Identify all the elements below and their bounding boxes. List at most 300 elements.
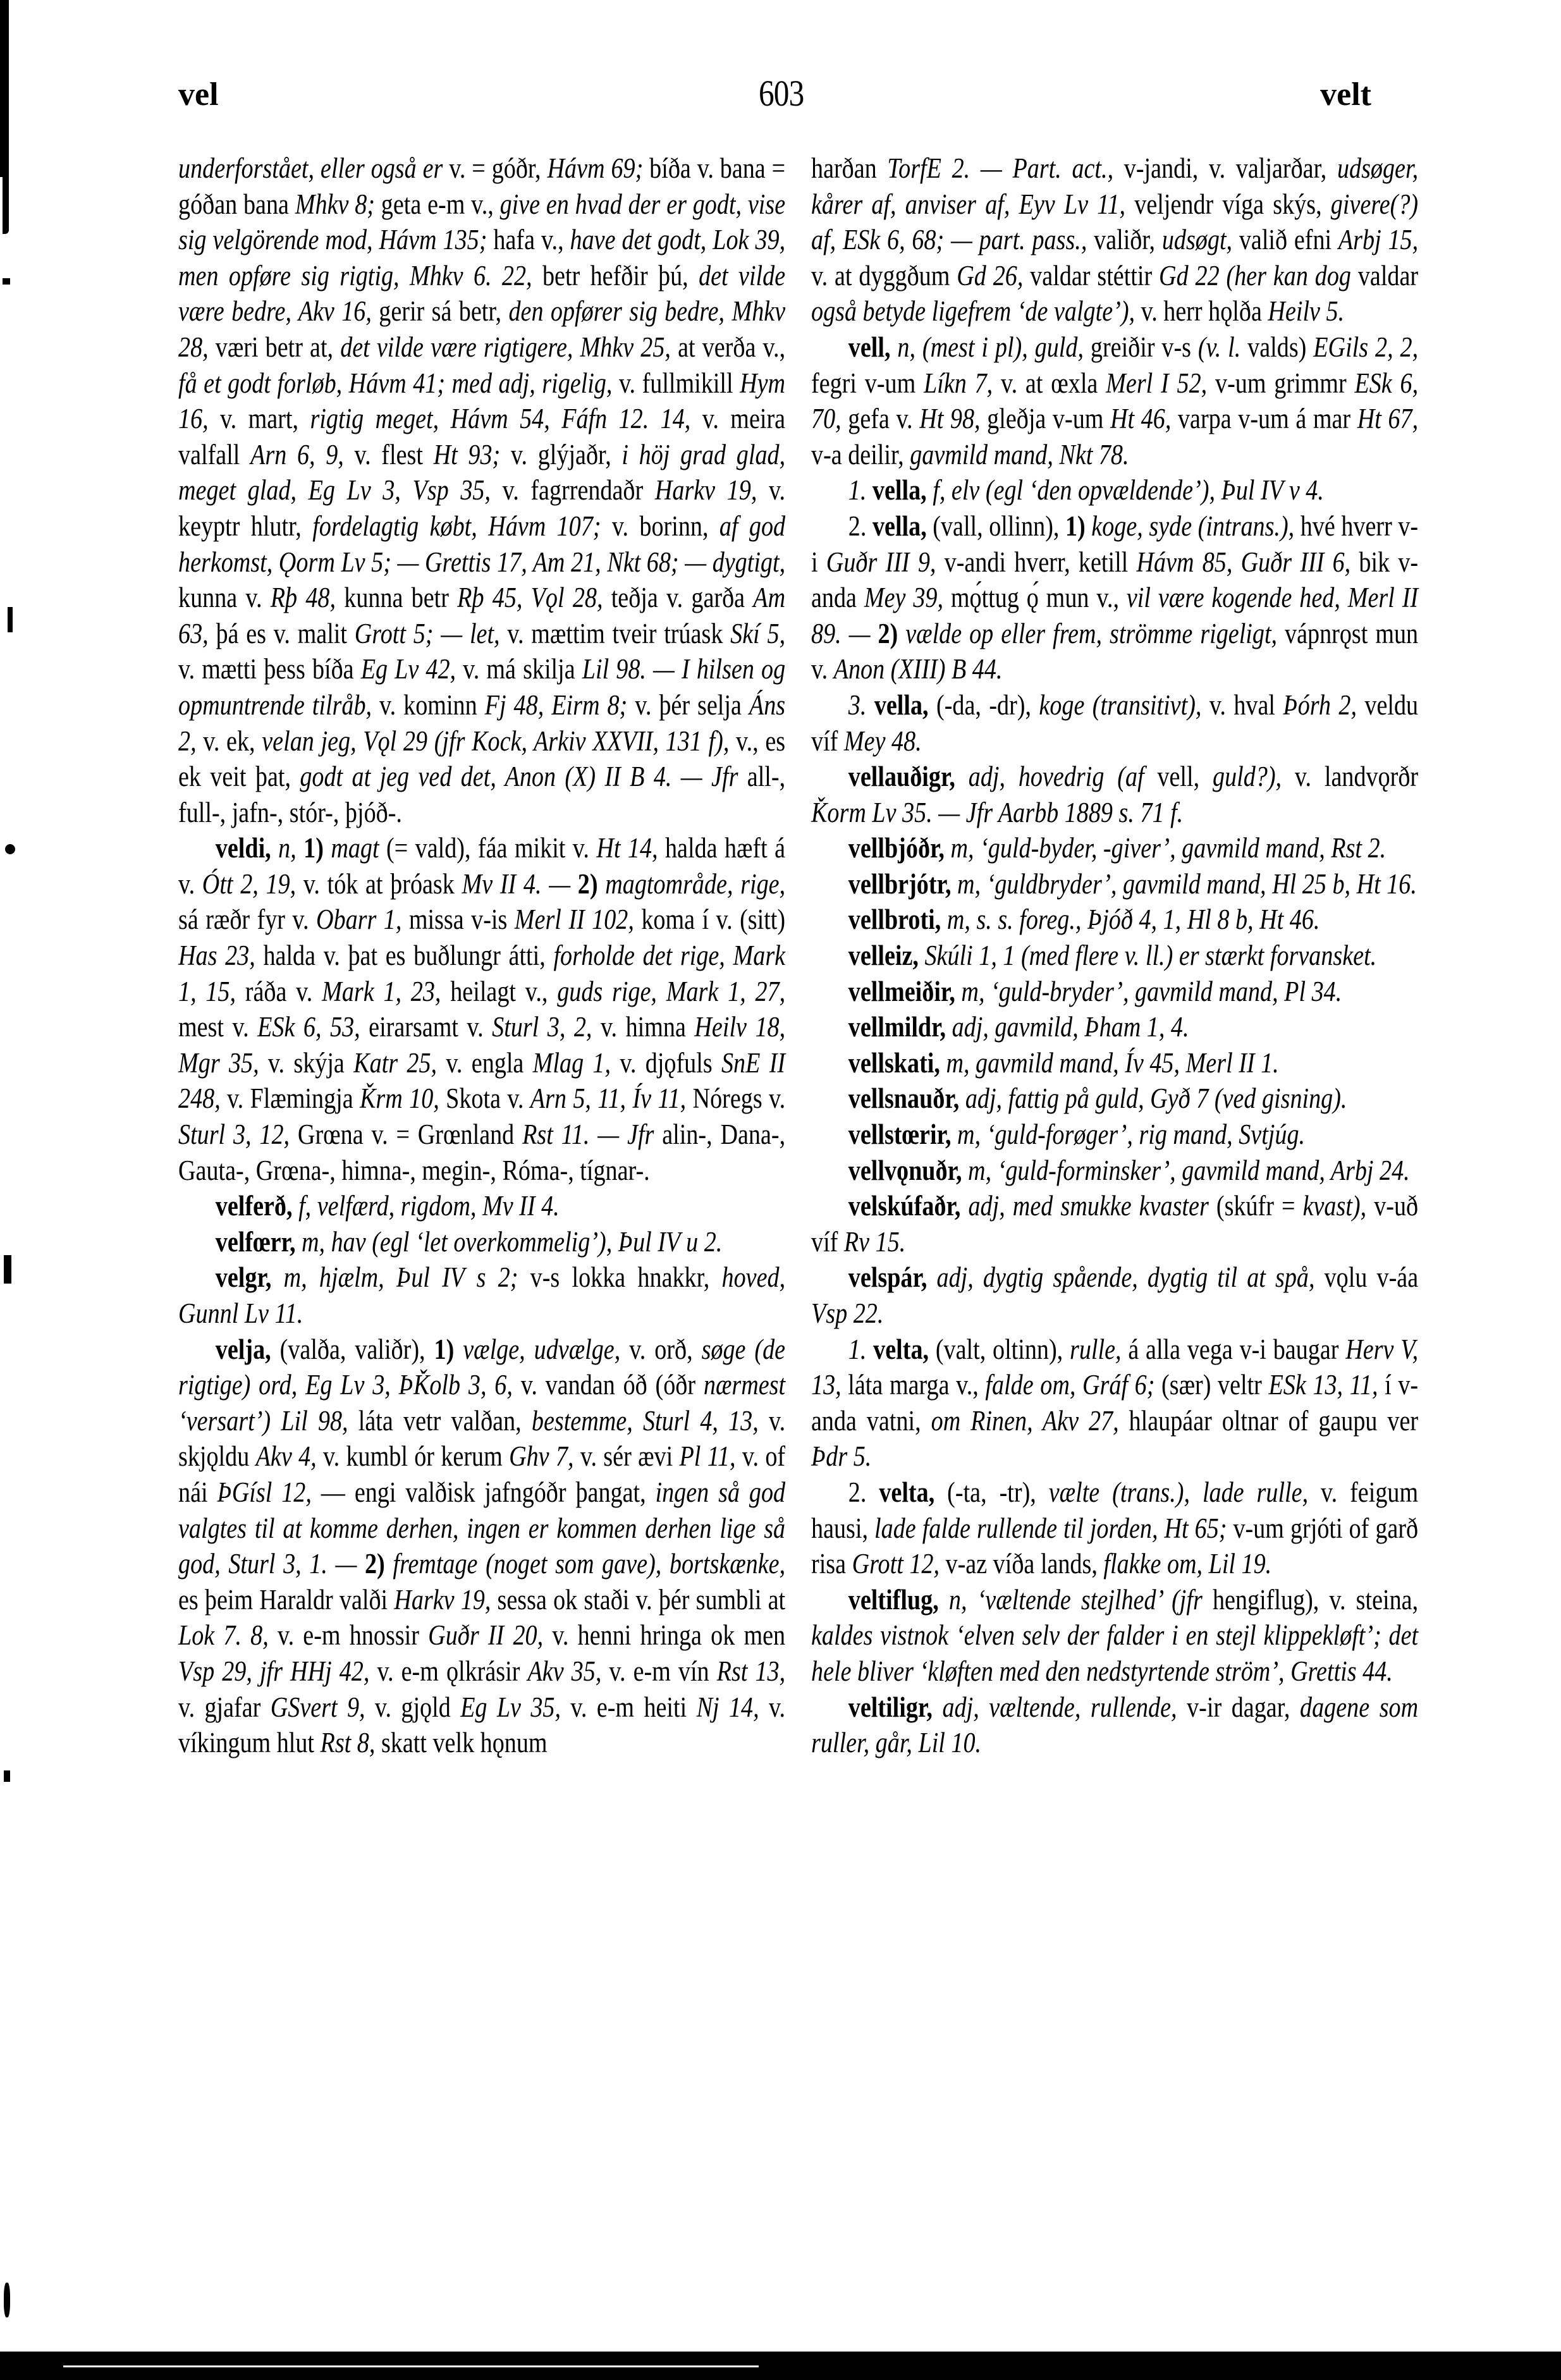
italic-text: Sturl 3, 12, xyxy=(178,1119,298,1151)
italic-text: adj, med smukke kvaster xyxy=(968,1190,1216,1222)
roman-text: bíða v. bana = góðan bana xyxy=(178,152,786,220)
roman-text: v. at œxla xyxy=(1001,367,1106,399)
left-column-text xyxy=(178,150,785,1761)
roman-text: v-jandi, v. valjarðar, xyxy=(1123,152,1337,184)
italic-text: Mey 48. xyxy=(843,725,922,757)
italic-text: Mhkv 8; xyxy=(295,188,381,220)
italic-text: Ht 98, xyxy=(919,403,988,435)
dictionary-entry xyxy=(178,1188,785,1224)
roman-text: v. glýjaðr, xyxy=(510,438,622,470)
roman-text: v. gjafar xyxy=(178,1691,271,1723)
roman-text: v. e-m ǫlkrásir xyxy=(377,1655,528,1687)
italic-text: koge, syde (intrans.), xyxy=(1091,510,1301,542)
roman-text: v-um grjóti of garð risa xyxy=(811,1512,1419,1580)
italic-text: EGils 2, 2, xyxy=(1313,331,1419,363)
roman-text: v. tók at þróask xyxy=(303,868,462,900)
roman-text: láta marga v., xyxy=(848,1369,986,1401)
roman-text: kunna betr xyxy=(344,582,458,614)
dictionary-entry xyxy=(811,974,1418,1010)
italic-text: Rþ 48, xyxy=(270,582,345,614)
italic-text: Obarr 1, xyxy=(316,904,409,936)
italic-text: ÞGísl 12, xyxy=(217,1476,321,1508)
roman-text: vell, xyxy=(1157,761,1213,793)
italic-text: GSvert 9, xyxy=(270,1691,375,1723)
roman-text: á alla vega v-i baugar xyxy=(1128,1333,1346,1365)
roman-text: (valt, oltinn), xyxy=(935,1333,1070,1365)
roman-text: (= vald), fáa mikit v. xyxy=(386,832,597,864)
headword: velleiz, xyxy=(848,940,925,972)
dictionary-entry xyxy=(811,1117,1418,1153)
italic-text: Lok 7. 8, xyxy=(178,1619,278,1652)
italic-text: Hávm 69; xyxy=(547,152,650,184)
italic-text: guld?), xyxy=(1213,761,1295,793)
left-column xyxy=(178,150,786,1761)
roman-text: veljendr víga skýs, xyxy=(1134,188,1331,220)
italic-text: vælde op eller frem, strömme rigeligt, xyxy=(905,617,1285,649)
italic-text: Mv II 4. — xyxy=(462,868,578,900)
italic-text: kaldes vistnok ‘elven selv der falder i en stejl klippekløft’; det hele bliver ‘kløften med den nedstyrtende ström’, Grettis 44. xyxy=(811,1619,1419,1687)
italic-text: Rst 8, xyxy=(320,1727,381,1759)
italic-text: Heilv 18, Mgr 35, xyxy=(178,1011,786,1079)
headword: 2) xyxy=(577,868,606,900)
headword: vellbjóðr, xyxy=(848,832,951,864)
italic-text: Gd 22 (her kan dog xyxy=(1159,259,1358,291)
italic-text: flakke om, Lil 19. xyxy=(1103,1548,1272,1580)
italic-text: m, ‘guld-byder, -giver’, gavmild mand, Rst 2. xyxy=(950,832,1387,864)
italic-text: have det godt, Lok 39, men opføre sig rigtig, Mhkv 6. 22, xyxy=(178,224,786,291)
dictionary-entry xyxy=(811,1045,1418,1081)
headword: velja, xyxy=(215,1333,280,1365)
italic-text: m, ‘guld-forøger’, rig mand, Svtjúg. xyxy=(957,1119,1306,1151)
roman-text: heilagt v., xyxy=(450,975,558,1007)
italic-text: m, s. s. foreg., Þjóð 4, 1, Hl 8 b, Ht 46. xyxy=(946,904,1320,936)
italic-text: guds rige, Mark 1, 27, xyxy=(557,975,786,1007)
dictionary-entry xyxy=(178,1332,785,1761)
roman-text: v. þér selja xyxy=(635,689,749,721)
headword: velta, xyxy=(879,1476,948,1508)
page-number: 603 xyxy=(759,73,804,114)
dictionary-entry xyxy=(811,1188,1418,1260)
italic-text: Líkn 7, xyxy=(924,367,1001,399)
italic-text: det vilde være bedre, Akv 16, xyxy=(178,259,786,328)
dictionary-entry xyxy=(178,830,785,1188)
italic-text: SnE II 248, xyxy=(178,1046,786,1115)
dictionary-entry xyxy=(811,1582,1418,1690)
headword: veltiligr, xyxy=(848,1691,943,1723)
dictionary-entry xyxy=(811,1009,1418,1045)
italic-text: Vsp 29, jfr HHj 42, xyxy=(178,1655,377,1687)
italic-text: Nj 14, xyxy=(696,1691,769,1723)
headword: velskúfaðr, xyxy=(848,1190,969,1222)
roman-text: hafa v., xyxy=(493,224,570,256)
italic-text: f, elv (egl ‘den opvældende’), Þul IV v 4. xyxy=(933,474,1324,506)
italic-text: Ghv 7, xyxy=(509,1440,580,1473)
headword: vellauðigr, xyxy=(848,761,969,793)
italic-text: m, ‘guld-bryder’, gavmild mand, Pl 34. xyxy=(961,975,1342,1007)
headword: veldi, xyxy=(215,832,279,864)
italic-text: fremtage (noget som gave), bortskænke, xyxy=(393,1548,786,1580)
italic-text: Merl II 102, xyxy=(514,904,642,936)
italic-text: m, hjælm, Þul IV s 2; xyxy=(283,1261,530,1294)
roman-text: gefa v. xyxy=(848,403,920,435)
roman-text: v. flest xyxy=(354,438,434,470)
right-column xyxy=(811,150,1419,1761)
dictionary-entry xyxy=(811,1332,1418,1475)
headword: velta, xyxy=(873,1333,936,1365)
headword: velgr, xyxy=(215,1261,284,1294)
roman-text: geta e-m v., xyxy=(381,188,500,220)
roman-text: v. at dyggðum xyxy=(811,259,957,291)
headword: veltiflug, xyxy=(848,1583,949,1616)
roman-text: v. fullmikill xyxy=(618,367,740,399)
italic-text: velan jeg, Vǫl 29 (jfr Kock, Arkiv XXVII, 131 f), xyxy=(262,725,737,757)
italic-text: falde om, Gráf 6; xyxy=(985,1369,1162,1401)
roman-text: væri betr at, xyxy=(215,331,341,363)
italic-text: kvast), xyxy=(1302,1190,1374,1222)
dictionary-entry xyxy=(811,472,1418,508)
italic-text: Skí 5, xyxy=(730,617,786,649)
italic-text: ESk 13, 11, xyxy=(1268,1369,1385,1401)
roman-text: valds) xyxy=(1247,331,1314,363)
roman-text: alin-, Dana-, Gauta-, Grœna-, himna-, megin-, Róma-, tígnar-. xyxy=(178,1119,786,1186)
italic-text: Arn 6, 9, xyxy=(250,438,355,470)
roman-text: (vall, ollinn), xyxy=(933,510,1065,542)
roman-text: (-ta, -tr), xyxy=(947,1476,1049,1508)
roman-text: gerir sá betr, xyxy=(379,295,509,328)
italic-text: Akv 4, xyxy=(255,1440,324,1473)
roman-text: v-ir dagar, xyxy=(1187,1691,1301,1723)
italic-text: Guðr III 9, xyxy=(826,546,945,578)
italic-text: Merl I 52, xyxy=(1106,367,1216,399)
dictionary-entry xyxy=(811,508,1418,687)
italic-text: vil være kogende hed, Merl II 89. — xyxy=(811,582,1419,649)
headword: velfœrr, xyxy=(215,1225,302,1258)
italic-text: få et godt forløb, Hávm 41; med adj, rigelig, xyxy=(178,367,619,399)
italic-text: lade falde rullende til jorden, Ht 65; xyxy=(874,1512,1233,1544)
italic-text: ESk 6, 53, xyxy=(257,1011,369,1043)
italic-text: Harkv 19, xyxy=(654,474,769,506)
italic-text: adj, væltende, rullende, xyxy=(942,1691,1187,1723)
roman-text: Nóregs v. xyxy=(692,1083,786,1115)
dictionary-entry xyxy=(811,902,1418,938)
roman-text: fegri v-um xyxy=(811,367,924,399)
roman-text: v. himna xyxy=(600,1011,695,1043)
roman-text: v. skjǫldu xyxy=(178,1404,786,1473)
roman-text: v. henni hringa ok men xyxy=(552,1619,786,1652)
roman-text: v. hval xyxy=(1209,689,1283,721)
scan-streak xyxy=(63,2365,759,2367)
italic-text: TorfE 2. — Part. act., xyxy=(887,152,1124,184)
italic-text: Has 23, xyxy=(178,940,264,972)
guide-word-left: vel xyxy=(178,77,219,113)
italic-text: søge (de rigtige) ord, Eg Lv 3, ÞǨolb 3, 6, xyxy=(178,1333,786,1401)
scan-binding-shadow xyxy=(3,164,9,234)
roman-text: v. má skilja xyxy=(463,653,582,685)
roman-text: (skúfr = xyxy=(1216,1190,1303,1222)
italic-text: Guðr II 20, xyxy=(428,1619,553,1652)
dictionary-entry xyxy=(178,1260,785,1331)
italic-text: Ǩorm Lv 35. — Jfr Aarbb 1889 s. 71 f. xyxy=(811,796,1184,828)
roman-text: kunna v. xyxy=(178,582,271,614)
dictionary-entry xyxy=(811,150,1418,329)
italic-text: m, gavmild mand, Ív 45, Merl II 1. xyxy=(946,1046,1279,1079)
dictionary-entry xyxy=(811,866,1418,902)
italic-text: Ht 14, xyxy=(596,832,665,864)
italic-text: Am 63, xyxy=(178,582,786,649)
italic-text: Eg Lv 42, xyxy=(360,653,463,685)
italic-text: (v. l. xyxy=(1197,331,1248,363)
italic-text: af god herkomst, Ǫorm Lv 5; — Grettis 17, Am 21, Nkt 68; — dygtigt, xyxy=(178,510,786,578)
roman-text: v-um grimmr xyxy=(1215,367,1355,399)
headword: vella, xyxy=(874,689,937,721)
roman-text: v. kumbl ór kerum xyxy=(323,1440,510,1473)
headword: vellstœrir, xyxy=(848,1119,958,1151)
roman-text: valið efni xyxy=(1239,224,1338,256)
italic-text: dagene som ruller, går, Lil 10. xyxy=(811,1691,1419,1759)
italic-text: vælge, udvælge, xyxy=(463,1333,630,1365)
italic-text: koge (transitivt), xyxy=(1039,689,1209,721)
scan-speck xyxy=(3,278,10,285)
roman-text: v. víkingum hlut xyxy=(178,1691,786,1759)
italic-text: rulle, xyxy=(1070,1333,1129,1365)
italic-text: det vilde være rigtigere, Mhkv 25, xyxy=(340,331,678,363)
italic-text: Hym 16, xyxy=(178,367,786,435)
italic-text: give en hvad der er godt, vise sig velgörende mod, Hávm 135; xyxy=(178,188,786,256)
roman-text: harðan xyxy=(811,152,888,184)
italic-text: Eg Lv 35, xyxy=(460,1691,571,1723)
roman-text: valdar stéttir xyxy=(1030,259,1160,291)
italic-text: Ht 93; xyxy=(433,438,511,470)
italic-text: Hávm 85, Guðr III 6, xyxy=(1136,546,1359,578)
headword: velspár, xyxy=(848,1261,937,1294)
dictionary-entry xyxy=(811,1081,1418,1117)
italic-text: Arn 5, 11, Ív 11, xyxy=(530,1083,693,1115)
italic-text: udsøgt, xyxy=(1161,224,1239,256)
dictionary-entry xyxy=(811,687,1418,759)
roman-text: Grœna v. = Grœnland xyxy=(297,1119,523,1151)
italic-text: 1. xyxy=(848,474,872,506)
italic-text: Akv 35, xyxy=(527,1655,609,1687)
scan-speck xyxy=(4,2283,10,2317)
italic-text: givere(?) af, ESk 6, 68; — part. pass., xyxy=(811,188,1419,256)
headword: velferð, xyxy=(215,1190,299,1222)
italic-text: Grott 5; — let, xyxy=(354,617,508,649)
headword: vell, xyxy=(848,331,898,363)
headword: vella, xyxy=(872,474,933,506)
italic-text: adj, dygtig spående, dygtig til at spå, xyxy=(936,1261,1325,1294)
italic-text: Pl 11, xyxy=(679,1440,742,1473)
dictionary-entry xyxy=(811,759,1418,830)
roman-text: v. djǫfuls xyxy=(620,1046,721,1079)
italic-text: gavmild mand, Nkt 78. xyxy=(910,438,1129,470)
roman-text: — engi valðisk jafngóðr þangat, xyxy=(321,1476,656,1508)
roman-text: Skota v. xyxy=(446,1083,530,1115)
roman-text: v-s lokka hnakkr, xyxy=(530,1261,722,1294)
roman-text: v. mart, xyxy=(220,403,310,435)
scan-speck xyxy=(4,1770,10,1782)
italic-text: Katr 25, xyxy=(353,1046,446,1079)
roman-text: v. of nái xyxy=(178,1440,786,1508)
headword: vellbrjótr, xyxy=(848,868,958,900)
italic-text: Rv 15. xyxy=(843,1225,906,1258)
italic-text: vælte (trans.), lade rulle, xyxy=(1048,1476,1321,1508)
italic-text: hoved, Gunnl Lv 11. xyxy=(178,1261,786,1329)
roman-text: v. feigum hausi, xyxy=(811,1476,1419,1544)
roman-text: v., es ek veit þat, xyxy=(178,725,786,793)
italic-text: Herv V, 13, xyxy=(811,1333,1419,1401)
italic-text: Heilv 5. xyxy=(1268,295,1345,328)
roman-text: ráða v. xyxy=(245,975,322,1007)
roman-text: v-az víða lands, xyxy=(945,1548,1104,1580)
roman-text: eirarsamt v. xyxy=(369,1011,493,1043)
roman-text: mǫ́ttug ǫ́ mun v., xyxy=(950,582,1127,614)
headword: 2) xyxy=(364,1548,393,1580)
italic-text: Rþ 45, Vǫl 28, xyxy=(457,582,611,614)
dictionary-entry xyxy=(811,830,1418,866)
roman-text: all-, full-, jafn-, stór-, þjóð-. xyxy=(178,761,786,828)
dictionary-entry xyxy=(811,1475,1418,1582)
dictionary-entry xyxy=(178,1224,785,1260)
italic-text: Þdr 5. xyxy=(811,1440,872,1473)
roman-text: (sær) veltr xyxy=(1161,1369,1269,1401)
roman-text: hengiflug), v. steina, xyxy=(1212,1583,1419,1616)
italic-text: Mey 39, xyxy=(864,582,951,614)
italic-text: n, (mest i pl), guld, xyxy=(897,331,1091,363)
italic-text: udsøger, kårer af, anviser af, Eyv Lv 11, xyxy=(811,152,1419,220)
roman-text: láta vetr valðan, xyxy=(358,1404,532,1437)
headword: vellskati, xyxy=(848,1046,946,1079)
roman-text: v. keyptr hlutr, xyxy=(178,474,786,542)
roman-text: v. mættim tveir trúask xyxy=(507,617,731,649)
roman-text: v. gjǫld xyxy=(374,1691,461,1723)
italic-text: Gd 26, xyxy=(957,259,1031,291)
italic-text: m, ‘guld-forminsker’, gavmild mand, Arbj 24. xyxy=(968,1154,1410,1186)
italic-text: nærmest ‘versart’) Lil 98, xyxy=(178,1369,786,1437)
roman-text: greiðir v-s xyxy=(1090,331,1198,363)
scan-speck xyxy=(5,844,15,854)
italic-text: i höj grad glad, meget glad, Eg Lv 3, Vsp 35, xyxy=(178,438,786,506)
roman-text: 2. xyxy=(848,1476,879,1508)
roman-text: vápnrǫst mun v. xyxy=(811,617,1419,685)
dictionary-entry xyxy=(811,329,1418,472)
roman-text: v-uð víf xyxy=(811,1190,1419,1258)
roman-text: v. engla xyxy=(446,1046,533,1079)
italic-text: n, ‘væltende stejlhed’ (jfr xyxy=(948,1583,1213,1616)
roman-text: (-da, -dr), xyxy=(936,689,1039,721)
italic-text: Skúli 1, 1 (med flere v. ll.) er stærkt forvansket. xyxy=(924,940,1377,972)
italic-text: underforstået, eller også er xyxy=(178,152,450,184)
roman-text: hlaupáar oltnar of gaupu ver xyxy=(1129,1404,1419,1437)
roman-text: v. herr hǫlða xyxy=(1141,295,1268,328)
roman-text: at verða v., xyxy=(678,331,786,363)
dictionary-entry xyxy=(811,1260,1418,1331)
italic-text: m, hav (egl ‘let overkommelig’), Þul IV u 2. xyxy=(302,1225,723,1258)
roman-text: sá ræðr fyr v. xyxy=(178,904,317,936)
italic-text: Ótt 2, 19, xyxy=(202,868,303,900)
dictionary-entry xyxy=(178,150,785,830)
italic-text: Ht 46, xyxy=(1110,403,1178,435)
headword: 1) xyxy=(1065,510,1092,542)
headword: vellbroti, xyxy=(848,904,947,936)
italic-text: Fj 48, Eirm 8; xyxy=(484,689,635,721)
roman-text: v. landvǫrðr xyxy=(1294,761,1419,793)
roman-text: v. e-m heiti xyxy=(570,1691,697,1723)
roman-text: veldu víf xyxy=(811,689,1419,757)
roman-text: halda hæft á v. xyxy=(178,832,786,900)
roman-text: sessa ok staði v. þér sumbli at xyxy=(497,1583,786,1616)
roman-text: í v-anda vatni, xyxy=(811,1369,1419,1437)
scan-speck xyxy=(4,1255,11,1284)
headword: 1) xyxy=(434,1333,463,1365)
italic-text: adj, fattig på guld, Gyð 7 (ved gisning). xyxy=(965,1083,1347,1115)
italic-text: forholde det rige, Mark 1, 15, xyxy=(178,940,786,1007)
roman-text: valdar xyxy=(1357,259,1419,291)
dictionary-entry xyxy=(811,1153,1418,1189)
italic-text: også betyde ligefrem ‘de valgte’), xyxy=(811,295,1141,328)
italic-text: magt xyxy=(331,832,387,864)
roman-text: (valða, valiðr), xyxy=(279,1333,434,1365)
italic-text: rigtig meget, Hávm 54, Fáfn 12. 14, xyxy=(310,403,702,435)
roman-text: v. e-m hnossir xyxy=(277,1619,429,1652)
italic-text: Sturl 3, 2, xyxy=(492,1011,601,1043)
scan-binding-shadow xyxy=(0,0,9,177)
roman-text: varpa v-um á mar xyxy=(1177,403,1357,435)
italic-text: Mark 1, 23, xyxy=(322,975,451,1007)
italic-text: 3. xyxy=(848,689,874,721)
roman-text: koma í v. (sitt) xyxy=(641,904,786,936)
italic-text: bestemme, Sturl 4, 13, xyxy=(531,1404,769,1437)
headword: vellmildr, xyxy=(848,1011,952,1043)
roman-text: v. e-m vín xyxy=(609,1655,717,1687)
roman-text: v. = góðr, xyxy=(449,152,548,184)
italic-text: ESk 6, 70, xyxy=(811,367,1419,435)
roman-text: vǫlu v-áa xyxy=(1324,1261,1419,1294)
italic-text: Rst 11. — Jfr xyxy=(522,1119,663,1151)
headword: vellmeiðir, xyxy=(848,975,962,1007)
roman-text: skatt velk hǫnum xyxy=(381,1727,548,1759)
roman-text: mest v. xyxy=(178,1011,258,1043)
roman-text: v. skýja xyxy=(267,1046,354,1079)
roman-text: v. kominn xyxy=(379,689,485,721)
roman-text: es þeim Haraldr valði xyxy=(178,1583,395,1616)
roman-text: bik v-anda xyxy=(811,546,1419,614)
roman-text: v-a deilir, xyxy=(811,438,910,470)
italic-text: f, velfærd, rigdom, Mv II 4. xyxy=(298,1190,560,1222)
headword: vellsnauðr, xyxy=(848,1083,965,1115)
italic-text: om Rinen, Akv 27, xyxy=(931,1404,1129,1437)
roman-text: 2. xyxy=(848,510,872,542)
italic-text: n, xyxy=(278,832,304,864)
roman-text: hvé hverr v-i xyxy=(811,510,1419,578)
italic-text: ingen så god valgtes til at komme derhen, ingen er kommen derhen lige så god, Sturl 3, 1. — xyxy=(178,1476,786,1580)
dictionary-entry xyxy=(811,938,1418,974)
italic-text: Anon (XIII) B 44. xyxy=(833,653,1003,685)
italic-text: Harkv 19, xyxy=(394,1583,498,1616)
roman-text: v-andi hverr, ketill xyxy=(944,546,1137,578)
roman-text: v. vandan óð (óðr xyxy=(520,1369,704,1401)
italic-text: Rst 13, xyxy=(716,1655,786,1687)
italic-text: Arbj 15, xyxy=(1338,224,1419,256)
scan-speck xyxy=(8,607,13,632)
roman-text: gleðja v-um xyxy=(987,403,1111,435)
roman-text: v. meira valfall xyxy=(178,403,786,470)
roman-text: valiðr, xyxy=(1094,224,1162,256)
italic-text: Áns 2, xyxy=(178,689,786,757)
roman-text: v. Flæmingja xyxy=(227,1083,360,1115)
right-column-text xyxy=(811,150,1418,1761)
italic-text: Mlag 1, xyxy=(532,1046,620,1079)
headword: vellvǫnuðr, xyxy=(848,1154,969,1186)
